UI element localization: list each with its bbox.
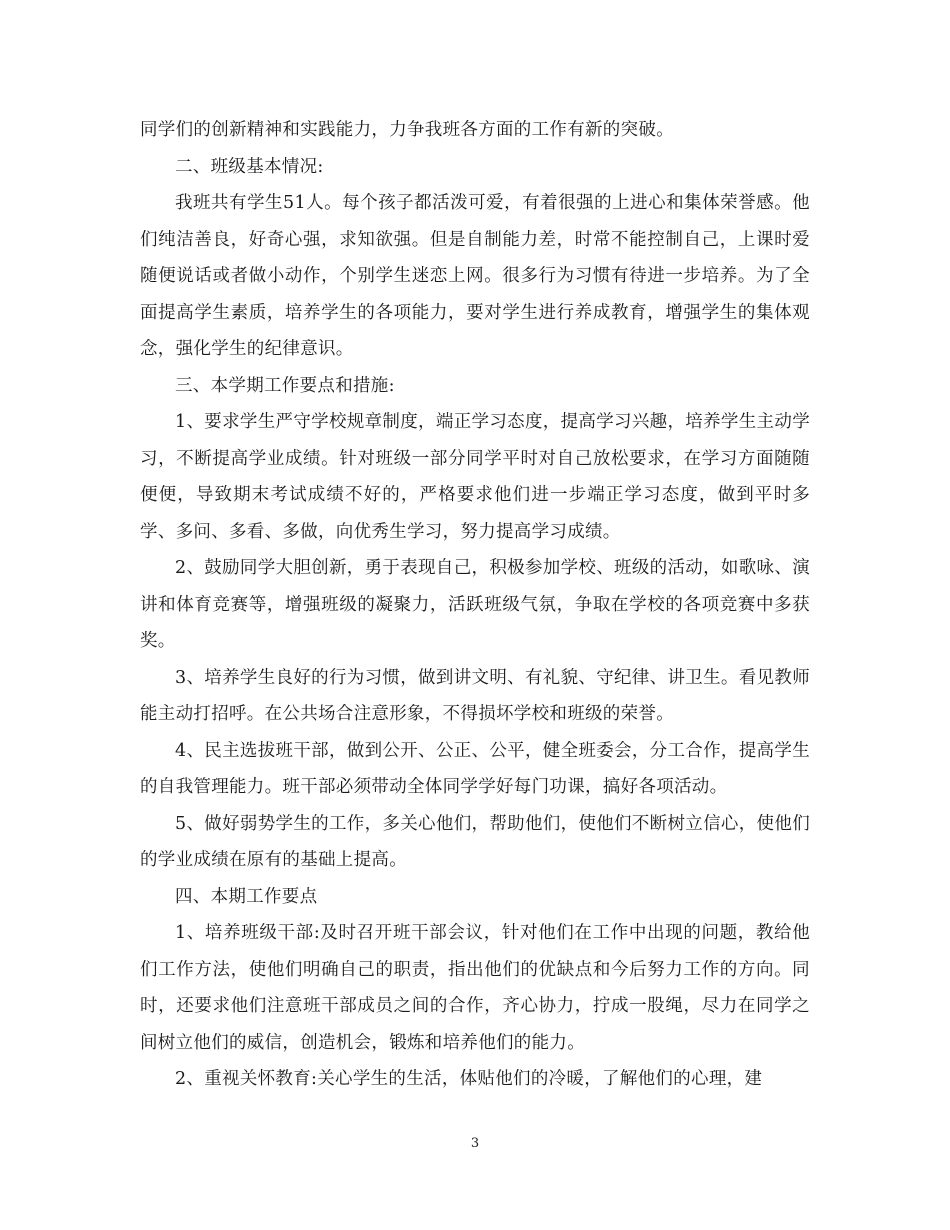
- list-item: 3、培养学生良好的行为习惯，做到讲文明、有礼貌、守纪律、讲卫生。看见教师能主动打招呼。在公共场合注意形象，不得损坏学校和班级的荣誉。: [140, 667, 810, 724]
- list-item: 5、做好弱势学生的工作，多关心他们，帮助他们，使他们不断树立信心，使他们的学业成绩在原有的基础上提高。: [140, 813, 810, 870]
- paragraph: 我班共有学生51人。每个孩子都活泼可爱，有着很强的上进心和集体荣誉感。他们纯洁善良，好奇心强，求知欲强。但是自制能力差，时常不能控制自己，上课时爱随便说话或者做小动作，个别学生迷恋上网。很多行为习惯有待进一步培养。为了全面提高学生素质，培养学生的各项能力，要对学生进行养成教育，增强学生的集体观念，强化学生的纪律意识。: [140, 193, 810, 359]
- section-heading: 二、班级基本情况:: [175, 156, 324, 177]
- list-item: 1、要求学生严守学校规章制度，端正学习态度，提高学习兴趣，培养学生主动学习，不断提高学业成绩。针对班级一部分同学平时对自己放松要求，在学习方面随随便便，导致期末考试成绩不好的，严格要求他们进一步端正学习态度，做到平时多学、多问、多看、多做，向优秀生学习，努力提高学习成绩。: [140, 412, 810, 542]
- list-item: 2、鼓励同学大胆创新，勇于表现自己，积极参加学校、班级的活动，如歌咏、演讲和体育竞赛等，增强班级的凝聚力，活跃班级气氛，争取在学校的各项竞赛中多获奖。: [140, 558, 810, 651]
- list-item: 1、培养班级干部:及时召开班干部会议，针对他们在工作中出现的问题，教给他们工作方法，使他们明确自己的职责，指出他们的优缺点和今后努力工作的方向。同时，还要求他们注意班干部成员之间的合作，齐心协力，拧成一股绳，尽力在同学之间树立他们的威信，创造机会，锻炼和培养他们的能力。: [140, 923, 810, 1053]
- list-item: 2、重视关怀教育:关心学生的生活，体贴他们的冷暖，了解他们的心理，建: [175, 1069, 763, 1089]
- paragraph: 同学们的创新精神和实践能力，力争我班各方面的工作有新的突破。: [140, 120, 674, 140]
- document-body: [140, 112, 810, 1098]
- section-heading: 四、本期工作要点: [175, 886, 318, 907]
- list-item: 4、民主选拔班干部，做到公开、公正、公平，健全班委会，分工合作，提高学生的自我管理能力。班干部必须带动全体同学学好每门功课，搞好各项活动。: [140, 740, 810, 797]
- page-number: 3: [470, 1136, 480, 1151]
- section-heading: 三、本学期工作要点和措施:: [175, 375, 395, 396]
